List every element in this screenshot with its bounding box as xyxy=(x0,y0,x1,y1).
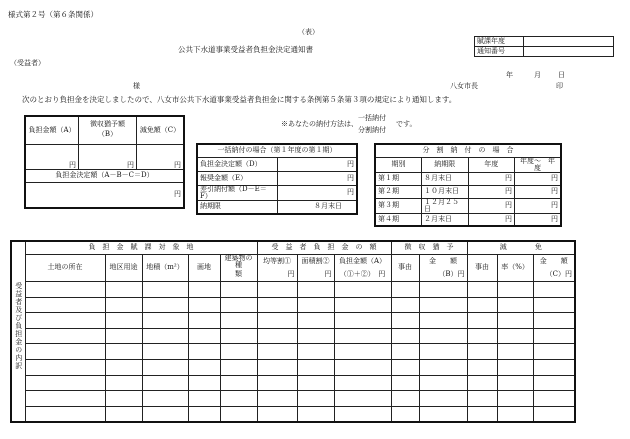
detail-table xyxy=(10,240,576,423)
table-cell xyxy=(297,406,334,422)
table-cell xyxy=(257,282,297,298)
table-cell xyxy=(142,406,188,422)
table-cell xyxy=(297,328,334,344)
table-cell xyxy=(25,391,105,407)
table-cell xyxy=(533,391,575,407)
table-cell xyxy=(334,359,391,375)
lump-label-f: 差引納付額（D－E＝F） xyxy=(197,185,277,200)
table-cell xyxy=(391,297,419,313)
table-cell xyxy=(497,359,533,375)
table-cell xyxy=(105,344,142,360)
period-1: 第１期 xyxy=(375,172,422,185)
table-cell xyxy=(257,406,297,422)
table-cell xyxy=(297,344,334,360)
table-cell xyxy=(391,344,419,360)
fiscal-box xyxy=(474,36,614,57)
table-cell xyxy=(25,406,105,422)
range-value-4: 円 xyxy=(515,213,562,226)
col-unit1: 均等割① xyxy=(257,254,297,269)
table-cell xyxy=(533,328,575,344)
table-row xyxy=(11,359,575,375)
honorific: 様 xyxy=(133,82,140,90)
year-value-4: 円 xyxy=(468,213,515,226)
col-area: 地積（m²） xyxy=(142,254,188,282)
table-cell xyxy=(297,282,334,298)
table-cell xyxy=(533,282,575,298)
table-cell xyxy=(220,391,257,407)
table-cell xyxy=(419,344,467,360)
table-cell xyxy=(467,359,497,375)
form-code: 様式第２号（第６条関係） xyxy=(8,10,98,19)
fiscal-year-value xyxy=(524,37,614,47)
table-cell xyxy=(257,344,297,360)
table-cell xyxy=(188,359,220,375)
table-cell xyxy=(334,406,391,422)
table-cell xyxy=(334,391,391,407)
table-cell xyxy=(297,359,334,375)
group-exempt: 減 免 xyxy=(467,241,575,254)
table-cell xyxy=(467,313,497,329)
col-defer-reason: 事由 xyxy=(391,254,419,282)
table-cell xyxy=(188,282,220,298)
table-cell xyxy=(257,359,297,375)
table-cell xyxy=(497,313,533,329)
payment-method-prefix: ※あなたの納付方法は、 xyxy=(281,120,358,128)
range-value-2: 円 xyxy=(515,185,562,198)
table-cell xyxy=(533,375,575,391)
table-cell xyxy=(391,406,419,422)
table-cell xyxy=(497,391,533,407)
table-cell xyxy=(105,282,142,298)
table-cell xyxy=(467,391,497,407)
table-row xyxy=(11,313,575,329)
table-cell xyxy=(105,391,142,407)
col-deadline: 納期限 xyxy=(422,157,469,172)
date-year: 年 xyxy=(506,71,513,79)
table-cell xyxy=(142,375,188,391)
range-value-1: 円 xyxy=(515,172,562,185)
deadline-1: ８月末日 xyxy=(422,172,469,185)
table-cell xyxy=(391,328,419,344)
notice-no-label: 通知番号 xyxy=(475,47,524,57)
table-cell xyxy=(533,359,575,375)
table-cell xyxy=(391,375,419,391)
detail-side-label xyxy=(11,282,25,422)
table-cell xyxy=(257,391,297,407)
group-amount: 受 益 者 負 担 金 の 額 xyxy=(257,241,391,254)
table-cell xyxy=(220,406,257,422)
table-cell xyxy=(533,297,575,313)
table-row xyxy=(11,282,575,298)
table-cell xyxy=(25,344,105,360)
table-cell xyxy=(497,344,533,360)
table-cell xyxy=(257,375,297,391)
col-landcat: 画地 xyxy=(188,254,220,282)
period-4: 第４期 xyxy=(375,213,422,226)
table-cell xyxy=(257,328,297,344)
col-ex-amount-1: 金 額 xyxy=(533,254,575,269)
date-month: 月 xyxy=(534,71,541,79)
table-cell xyxy=(467,282,497,298)
table-cell xyxy=(25,313,105,329)
col-bldg-2: 類 xyxy=(220,269,257,282)
table-cell xyxy=(419,359,467,375)
table-cell xyxy=(257,313,297,329)
col-year-range: 年度～ 年度 xyxy=(515,157,562,172)
table-cell xyxy=(105,406,142,422)
period-2: 第２期 xyxy=(375,185,422,198)
recipient-label: （受益者） xyxy=(10,59,45,67)
table-cell xyxy=(533,344,575,360)
table-cell xyxy=(257,297,297,313)
col-total-sub: （①＋②） 円 xyxy=(334,269,391,282)
lump-label-d: 負担金決定額（D） xyxy=(197,157,277,171)
table-cell xyxy=(188,313,220,329)
amount-c-value: 円 xyxy=(137,144,185,169)
table-cell xyxy=(419,406,467,422)
table-cell xyxy=(105,359,142,375)
date-day: 日 xyxy=(558,71,565,79)
table-cell xyxy=(297,375,334,391)
table-row xyxy=(11,297,575,313)
lump-sum-table xyxy=(196,143,358,215)
table-cell xyxy=(188,391,220,407)
col-defer-amount-1: 金 額 xyxy=(419,254,467,269)
installment-header: 分 割 納 付 の 場 合 xyxy=(375,144,561,157)
table-cell xyxy=(334,328,391,344)
amount-b-value: 円 xyxy=(79,144,137,169)
payment-option-installment: 分割納付 xyxy=(358,126,386,134)
table-cell xyxy=(334,313,391,329)
group-defer: 徴 収 猶 予 xyxy=(391,241,467,254)
deadline-2: １０月末日 xyxy=(422,185,469,198)
table-cell xyxy=(105,313,142,329)
col-location: 土地の所在 xyxy=(25,254,105,282)
table-cell xyxy=(297,313,334,329)
table-cell xyxy=(334,344,391,360)
table-cell xyxy=(533,406,575,422)
table-cell xyxy=(467,297,497,313)
col-unit1-yen: 円 xyxy=(257,269,297,282)
detail-side-top xyxy=(11,241,25,282)
decided-value: 円 xyxy=(25,182,184,208)
table-cell xyxy=(25,375,105,391)
deadline-4: ２月末日 xyxy=(422,213,469,226)
table-cell xyxy=(105,375,142,391)
amount-c-label: 減免額（C） xyxy=(137,116,185,144)
document-title: 公共下水道事業受益者負担金決定通知書 xyxy=(178,45,313,54)
table-cell xyxy=(334,282,391,298)
table-cell xyxy=(467,406,497,422)
col-defer-amount-2: （B）円 xyxy=(419,269,467,282)
table-cell xyxy=(419,297,467,313)
table-cell xyxy=(188,328,220,344)
table-cell xyxy=(142,328,188,344)
table-cell xyxy=(297,297,334,313)
table-cell xyxy=(497,297,533,313)
deadline-3: １２月２５日 xyxy=(422,198,469,213)
table-cell xyxy=(467,344,497,360)
table-cell xyxy=(419,328,467,344)
payment-option-lump: 一括納付 xyxy=(358,114,386,122)
col-unit2-yen: 円 xyxy=(297,269,334,282)
table-cell xyxy=(533,313,575,329)
table-cell xyxy=(467,375,497,391)
front-label: （表） xyxy=(298,28,319,36)
table-cell xyxy=(188,406,220,422)
lump-value-d: 円 xyxy=(277,157,357,171)
table-cell xyxy=(334,375,391,391)
table-cell xyxy=(391,359,419,375)
table-cell xyxy=(220,297,257,313)
col-zoning: 地区用途 xyxy=(105,254,142,282)
table-cell xyxy=(142,313,188,329)
lump-value-deadline: ８月末日 xyxy=(277,200,357,214)
table-cell xyxy=(220,375,257,391)
year-value-3: 円 xyxy=(468,198,515,213)
table-cell xyxy=(188,344,220,360)
table-cell xyxy=(391,313,419,329)
table-cell xyxy=(297,391,334,407)
year-value-1: 円 xyxy=(468,172,515,185)
lump-sum-header: 一括納付の場合（第１年度の第１期） xyxy=(197,144,357,157)
table-cell xyxy=(220,359,257,375)
table-cell xyxy=(419,391,467,407)
table-cell xyxy=(497,282,533,298)
table-cell xyxy=(220,282,257,298)
table-cell xyxy=(391,391,419,407)
col-year: 年度 xyxy=(468,157,515,172)
table-cell xyxy=(142,282,188,298)
table-cell xyxy=(25,328,105,344)
issuer: 八女市長 xyxy=(450,82,478,90)
table-cell xyxy=(25,297,105,313)
lump-value-f: 円 xyxy=(277,185,357,200)
table-cell xyxy=(142,344,188,360)
table-cell xyxy=(105,328,142,344)
lump-label-e: 報奨金額（E） xyxy=(197,171,277,185)
col-bldg-1: 建築物の種 xyxy=(220,254,257,269)
table-cell xyxy=(467,328,497,344)
col-ex-reason: 事由 xyxy=(467,254,497,282)
table-cell xyxy=(25,359,105,375)
lump-value-e: 円 xyxy=(277,171,357,185)
table-row xyxy=(11,344,575,360)
table-cell xyxy=(497,328,533,344)
range-value-3: 円 xyxy=(515,198,562,213)
col-ex-rate: 率（%） xyxy=(497,254,533,282)
amount-table xyxy=(24,115,185,209)
intro-text: 次のとおり負担金を決定しましたので、八女市公共下水道事業受益者負担金に関する条例第５条第３項の規定により通知します。 xyxy=(22,95,457,104)
table-cell xyxy=(497,406,533,422)
table-cell xyxy=(105,297,142,313)
decided-label: 負担金決定額（A－B－C＝D） xyxy=(25,169,184,182)
amount-a-value: 円 xyxy=(25,144,79,169)
table-row xyxy=(11,328,575,344)
table-cell xyxy=(220,344,257,360)
lump-label-deadline: 納期限 xyxy=(197,200,277,214)
installment-table xyxy=(374,143,562,227)
group-land: 負 担 金 賦 課 対 象 地 xyxy=(25,241,257,254)
table-cell xyxy=(25,282,105,298)
table-cell xyxy=(419,375,467,391)
fiscal-year-label: 賦課年度 xyxy=(475,37,524,47)
table-cell xyxy=(497,375,533,391)
period-3: 第３期 xyxy=(375,198,422,213)
payment-method-suffix: です。 xyxy=(396,120,417,128)
table-cell xyxy=(334,297,391,313)
col-period: 期別 xyxy=(375,157,422,172)
col-ex-amount-2: （C）円 xyxy=(533,269,575,282)
year-value-2: 円 xyxy=(468,185,515,198)
table-cell xyxy=(220,313,257,329)
amount-b-label: 徴収猶予額 （B） xyxy=(79,116,137,144)
detail-side-label-text: 受益者及び負担金の内訳 xyxy=(14,281,23,370)
col-total: 負担金額（A） xyxy=(334,254,391,269)
amount-a-label: 負担金額（A） xyxy=(25,116,79,144)
table-cell xyxy=(142,297,188,313)
table-cell xyxy=(142,359,188,375)
table-cell xyxy=(391,282,419,298)
col-unit2: 面積割② xyxy=(297,254,334,269)
table-cell xyxy=(188,375,220,391)
seal-mark: 印 xyxy=(556,82,563,90)
table-cell xyxy=(419,313,467,329)
table-cell xyxy=(419,282,467,298)
table-cell xyxy=(220,328,257,344)
notice-no-value xyxy=(524,47,614,57)
table-cell xyxy=(142,391,188,407)
table-row xyxy=(11,375,575,391)
table-cell xyxy=(188,297,220,313)
table-row xyxy=(11,406,575,422)
table-row xyxy=(11,391,575,407)
